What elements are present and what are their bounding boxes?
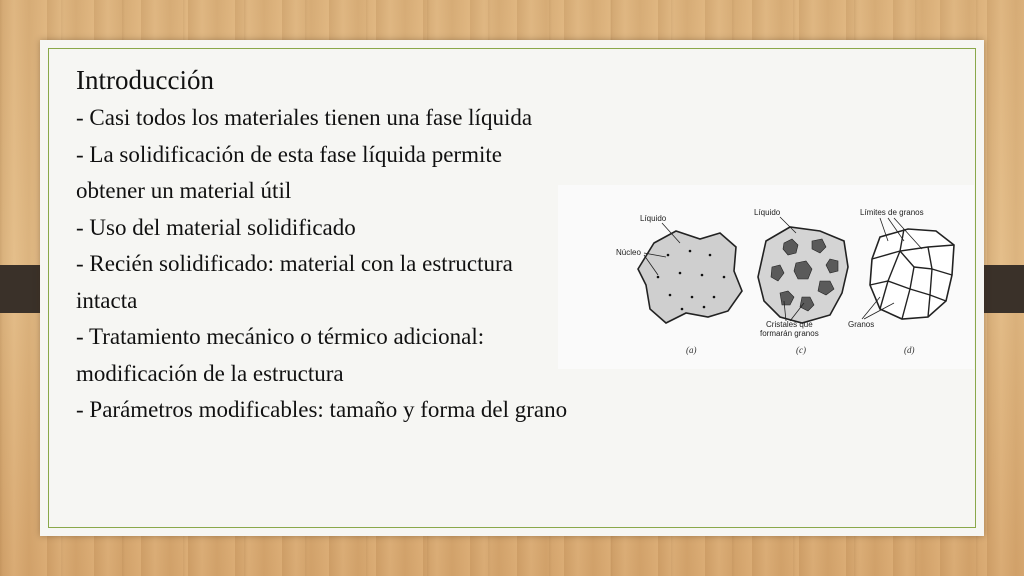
label-liquido-a: Líquido [640, 214, 667, 223]
caption-d: (d) [904, 345, 915, 355]
bullet-item: - Recién solidificado: material con la estructura intacta [76, 251, 513, 313]
bullet-item: - Parámetros modificables: tamaño y forma del grano [76, 397, 568, 422]
panel-a [616, 214, 742, 355]
grain-outline-d [870, 229, 954, 319]
label-nucleo: Núcleo [616, 248, 641, 257]
liquid-blob-a [638, 231, 742, 323]
caption-a: (a) [686, 345, 697, 355]
bullet-item: - Tratamiento mecánico o térmico adicional: modificación de la estructura [76, 324, 485, 386]
solidification-diagram [558, 185, 974, 369]
label-cristales-1: Cristales que [766, 320, 813, 329]
panel-d [848, 208, 954, 355]
label-cristales-2: formarán granos [760, 329, 819, 338]
label-limites: Límites de granos [860, 208, 924, 217]
bullet-item: - La solidificación de esta fase líquida permite obtener un material útil [76, 141, 502, 203]
solidification-figure [558, 185, 974, 369]
slide [40, 40, 984, 536]
bullet-item: - Casi todos los materiales tienen una fase líquida [76, 105, 533, 130]
caption-c: (c) [796, 345, 806, 355]
left-edge-bar [0, 265, 44, 313]
label-granos: Granos [848, 320, 875, 329]
right-edge-bar [980, 265, 1024, 313]
text-block [76, 62, 576, 429]
panel-c [754, 208, 848, 355]
bullet-list [76, 100, 576, 429]
label-liquido-c: Líquido [754, 208, 781, 217]
slide-title: Introducción [76, 65, 214, 95]
bullet-item: - Uso del material solidificado [76, 214, 356, 240]
